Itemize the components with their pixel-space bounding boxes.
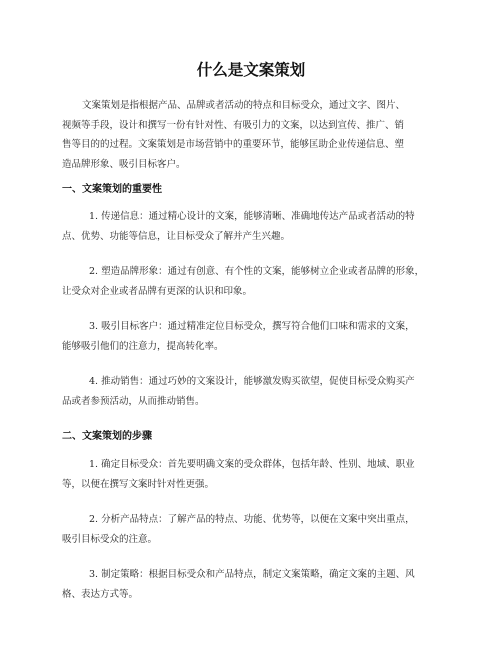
item-line: 2. 塑造品牌形象：通过有创意、有个性的文案，能够树立企业或者品牌的形象， — [89, 266, 425, 277]
steps-item-3 — [62, 565, 446, 604]
item-line: 1. 传递信息：通过精心设计的文案，能够清晰、准确地传达产品或者活动的特 — [89, 211, 415, 222]
importance-item-4 — [62, 372, 446, 411]
steps-item-2 — [62, 510, 446, 549]
item-line: 点、优势、功能等信息，让目标受众了解并产生兴趣。 — [62, 230, 291, 242]
item-line: 吸引目标受众的注意。 — [62, 533, 158, 545]
intro-line: 文案策划是指根据产品、品牌或者活动的特点和目标受众，通过文字、图片、 — [82, 100, 406, 111]
section-heading-steps: 二、文案策划的步骤 — [62, 431, 152, 442]
intro-line: 造品牌形象、吸引目标客户。 — [62, 158, 186, 170]
importance-item-3 — [62, 317, 446, 356]
item-line: 1. 确定目标受众：首先要明确文案的受众群体，包括年龄、性别、地域、职业 — [89, 459, 415, 470]
item-line: 3. 吸引目标客户：通过精准定位目标受众，撰写符合他们口味和需求的文案， — [89, 321, 415, 332]
item-line: 能够吸引他们的注意力，提高转化率。 — [62, 340, 224, 352]
item-line: 4. 推动销售：通过巧妙的文案设计，能够激发购买欲望，促使目标受众购买产 — [89, 376, 415, 387]
page-title: 什么是文案策划 — [196, 61, 306, 79]
item-line: 等，以便在撰写文案时针对性更强。 — [62, 478, 215, 490]
item-line: 让受众对企业或者品牌有更深的认识和印象。 — [62, 285, 253, 297]
importance-item-1 — [62, 207, 446, 246]
steps-item-1 — [62, 455, 446, 494]
item-line: 品或者参预活动，从而推动销售。 — [62, 395, 205, 407]
intro-paragraph — [62, 96, 446, 174]
intro-line: 售等目的的过程。文案策划是市场营销中的重要环节，能够匡助企业传递信息、塑 — [62, 139, 405, 150]
importance-item-2 — [62, 262, 446, 301]
item-line: 2. 分析产品特点：了解产品的特点、功能、优势等，以便在文案中突出重点， — [89, 514, 415, 525]
intro-line: 视频等手段，设计和撰写一份有针对性、有吸引力的文案，以达到宣传、推广、销 — [62, 119, 405, 131]
section-heading-importance: 一、文案策划的重要性 — [62, 184, 162, 195]
item-line: 3. 制定策略：根据目标受众和产品特点，制定文案策略，确定文案的主题、风 — [89, 569, 415, 580]
item-line: 格、表达方式等。 — [62, 588, 139, 600]
